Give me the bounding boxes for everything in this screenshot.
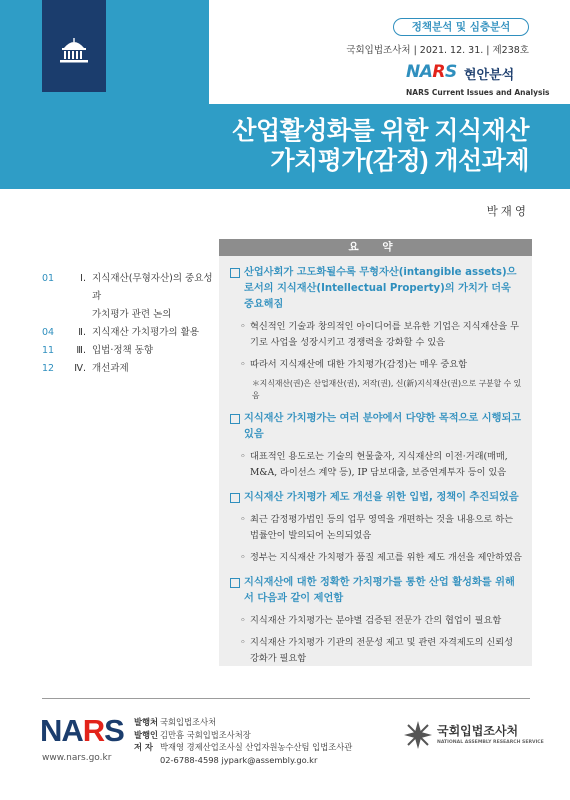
toc-section-number: Ⅱ. [78, 327, 86, 338]
checkbox-square-icon [230, 578, 240, 588]
toc-section-title: 지식재산(무형자산)의 중요성과 [92, 273, 213, 302]
summary-bullet [230, 613, 524, 629]
org-name-english: NATIONAL ASSEMBLY RESEARCH SERVICE [437, 740, 544, 745]
publisher-value: 국회입법조사처 [160, 717, 217, 727]
toc-section-number: Ⅲ. [76, 345, 86, 356]
title-line-2: 가치평가(감정) 개선과제 [270, 147, 529, 175]
summary-heading: 요 약 [219, 239, 532, 256]
summary-section-heading-text: 산업사회가 고도화될수록 무형자산(intangible assets)으로서의 지식재산(Intellectual Property)의 가치가 더욱 중요해짐 [244, 267, 517, 310]
bullet-dot-icon: ◦ [240, 451, 246, 462]
summary-bullet [230, 449, 524, 481]
toc-page-number: 12 [42, 363, 55, 374]
summary-section [230, 265, 524, 402]
series-subtitle: NARS Current Issues and Analysis [406, 88, 550, 97]
contact-info: 02-6788-4598 jypark@assembly.go.kr [160, 754, 318, 765]
summary-bullet-text: 지식재산 가치평가 기관의 전문성 제고 및 관련 자격제도의 신뢰성 강화가 필요함 [250, 637, 513, 664]
summary-note: ＊지식재산(권)은 산업재산(권), 저작(권), 신(新)지식재산(권)으로 구분할 수 있음 [252, 379, 522, 400]
nars-emblem-icon [403, 720, 433, 750]
summary-section-heading [230, 575, 524, 607]
assembly-research-service-logo [403, 718, 544, 752]
checkbox-square-icon [230, 414, 240, 424]
publication-info [134, 716, 352, 766]
assembly-building-icon [58, 38, 90, 64]
issue-info: 국회입법조사처 | 2021. 12. 31. | 제238호 [346, 45, 529, 56]
toc-item[interactable] [42, 360, 217, 378]
summary-section-heading [230, 265, 524, 313]
summary-bullet [230, 357, 524, 373]
summary-section [230, 411, 524, 481]
table-of-contents [42, 270, 217, 378]
assembly-emblem-tab [42, 0, 106, 92]
toc-section-title-continued: 가치평가 관련 논의 [92, 309, 172, 320]
bullet-dot-icon: ◦ [240, 637, 246, 648]
summary-bullet [230, 635, 524, 667]
summary-bullet-text: 지식재산 가치평가는 분야별 검증된 전문가 간의 협업이 필요함 [250, 615, 502, 626]
page-title [232, 116, 529, 176]
summary-bullet [230, 550, 524, 566]
summary-section [230, 575, 524, 667]
org-name: 국회입법조사처 [437, 724, 519, 738]
bullet-dot-icon: ◦ [240, 321, 246, 332]
toc-page-number: 11 [42, 345, 55, 356]
toc-item[interactable] [42, 324, 217, 342]
series-badge: 정책분석 및 심층분석 [393, 18, 529, 36]
toc-section-title: 지식재산 가치평가의 활용 [92, 327, 199, 338]
checkbox-square-icon [230, 268, 240, 278]
title-line-1: 산업활성화를 위한 지식재산 [232, 117, 529, 145]
toc-section-title: 개선과제 [92, 363, 129, 374]
publisher-label: 발행처 [134, 717, 159, 727]
summary-section-heading-text: 지식재산 가치평가 제도 개선을 위한 입법, 정책이 추진되었음 [244, 492, 519, 503]
summary-box [219, 239, 532, 666]
nars-brand-logo: NARS [406, 62, 457, 82]
writer-label: 저 자 [134, 742, 153, 752]
issuer-label: 발행인 [134, 729, 159, 740]
summary-section-heading [230, 411, 524, 443]
toc-section-number: Ⅰ. [80, 273, 86, 284]
summary-bullet [230, 319, 524, 351]
toc-item[interactable] [42, 342, 217, 360]
bullet-dot-icon: ◦ [240, 615, 246, 626]
summary-bullet [230, 512, 524, 544]
toc-item[interactable] [42, 270, 217, 306]
summary-bullet-text: 정부는 지식재산 가치평가 품질 제고를 위한 제도 개선을 제안하였음 [250, 552, 522, 563]
bullet-dot-icon: ◦ [240, 359, 246, 370]
summary-section-heading-text: 지식재산 가치평가는 여러 분야에서 다양한 목적으로 시행되고 있음 [244, 413, 522, 440]
summary-bullet-text: 최근 감정평가법인 등의 업무 영역을 개편하는 것을 내용으로 하는 법률안이 발의되어 논의되었음 [250, 514, 513, 541]
footer-divider [42, 698, 530, 699]
writer-value: 박재영 경제산업조사실 산업자원농수산팀 입법조사관 [160, 742, 353, 752]
summary-bullet-text: 따라서 지식재산에 대한 가치평가(감정)는 매우 중요함 [250, 359, 468, 370]
toc-section-title: 입법·정책 동향 [92, 345, 154, 356]
summary-bullet-text: 대표적인 용도로는 기술의 현물출자, 지식재산의 이전·거래(매매, M&A, 라이선스 계약 등), IP 담보대출, 보증연계투자 등이 있음 [250, 451, 508, 478]
bullet-dot-icon: ◦ [240, 552, 246, 563]
author-name: 박재영 [486, 204, 529, 218]
summary-section [230, 490, 524, 566]
series-name: 현안분석 [464, 68, 515, 83]
toc-page-number: 04 [42, 327, 55, 338]
checkbox-square-icon [230, 493, 240, 503]
website-link[interactable]: www.nars.go.kr [42, 753, 112, 763]
issuer-value: 김만흠 국회입법조사처장 [160, 729, 251, 740]
brand-block [406, 62, 550, 98]
bullet-dot-icon: ◦ [240, 514, 246, 525]
toc-section-number: Ⅳ. [74, 363, 86, 374]
toc-page-number: 01 [42, 273, 55, 284]
summary-bullet-text: 혁신적인 기술과 창의적인 아이디어를 보유한 기업은 지식재산을 무기로 사업을 성장시키고 경쟁력을 강화할 수 있음 [250, 321, 519, 348]
summary-section-heading-text: 지식재산에 대한 정확한 가치평가를 통한 산업 활성화를 위해서 다음과 같이 제언함 [244, 577, 515, 604]
nars-footer-logo: NARS [40, 713, 124, 748]
summary-section-heading [230, 490, 524, 506]
